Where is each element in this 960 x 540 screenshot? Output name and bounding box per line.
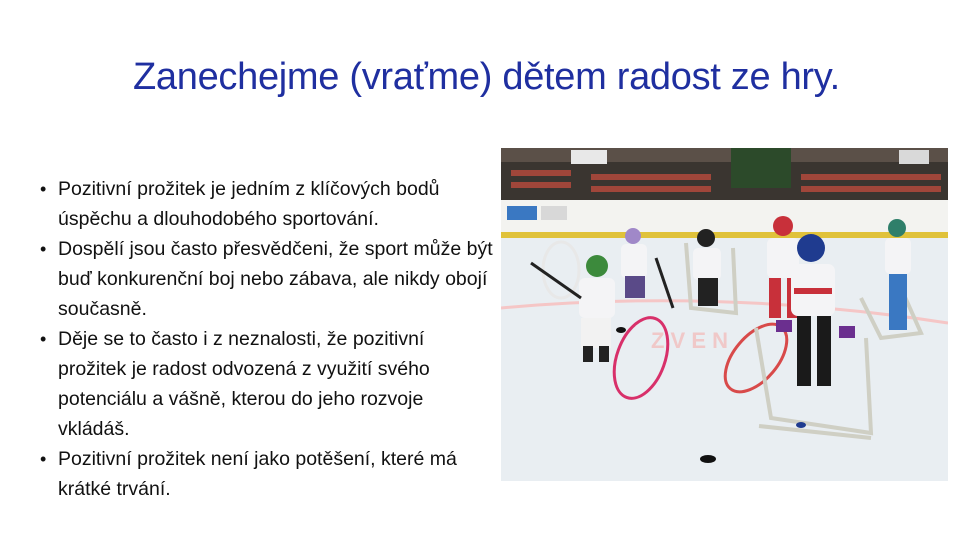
ice-rink-illustration [501, 148, 948, 481]
banner [571, 150, 607, 164]
svg-text:Z V E N: Z V E N [651, 328, 729, 353]
slide-title: Zanechejme (vraťme) dětem radost ze hry. [133, 56, 840, 98]
bullet-item: • Pozitivní prožitek je jedním z klíčových bodů úspěchu a dlouhodobého sportování. [38, 174, 498, 234]
bullet-list [38, 174, 498, 504]
bullet-item: • Děje se to často i z neznalosti, že pozitivní prožitek je radost odvozená z využití svého potenciálu a vášně, kterou do jeho rozvoje vkládáš. [38, 324, 498, 444]
ice-hockey-kids-photo [501, 148, 948, 481]
bullet-item: • Dospělí jsou často přesvědčeni, že sport může být buď konkurenční boj nebo zábava, ale nikdy obojí současně. [38, 234, 498, 324]
bullet-item: • Pozitivní prožitek není jako potěšení, které má krátké trvání. [38, 444, 498, 504]
